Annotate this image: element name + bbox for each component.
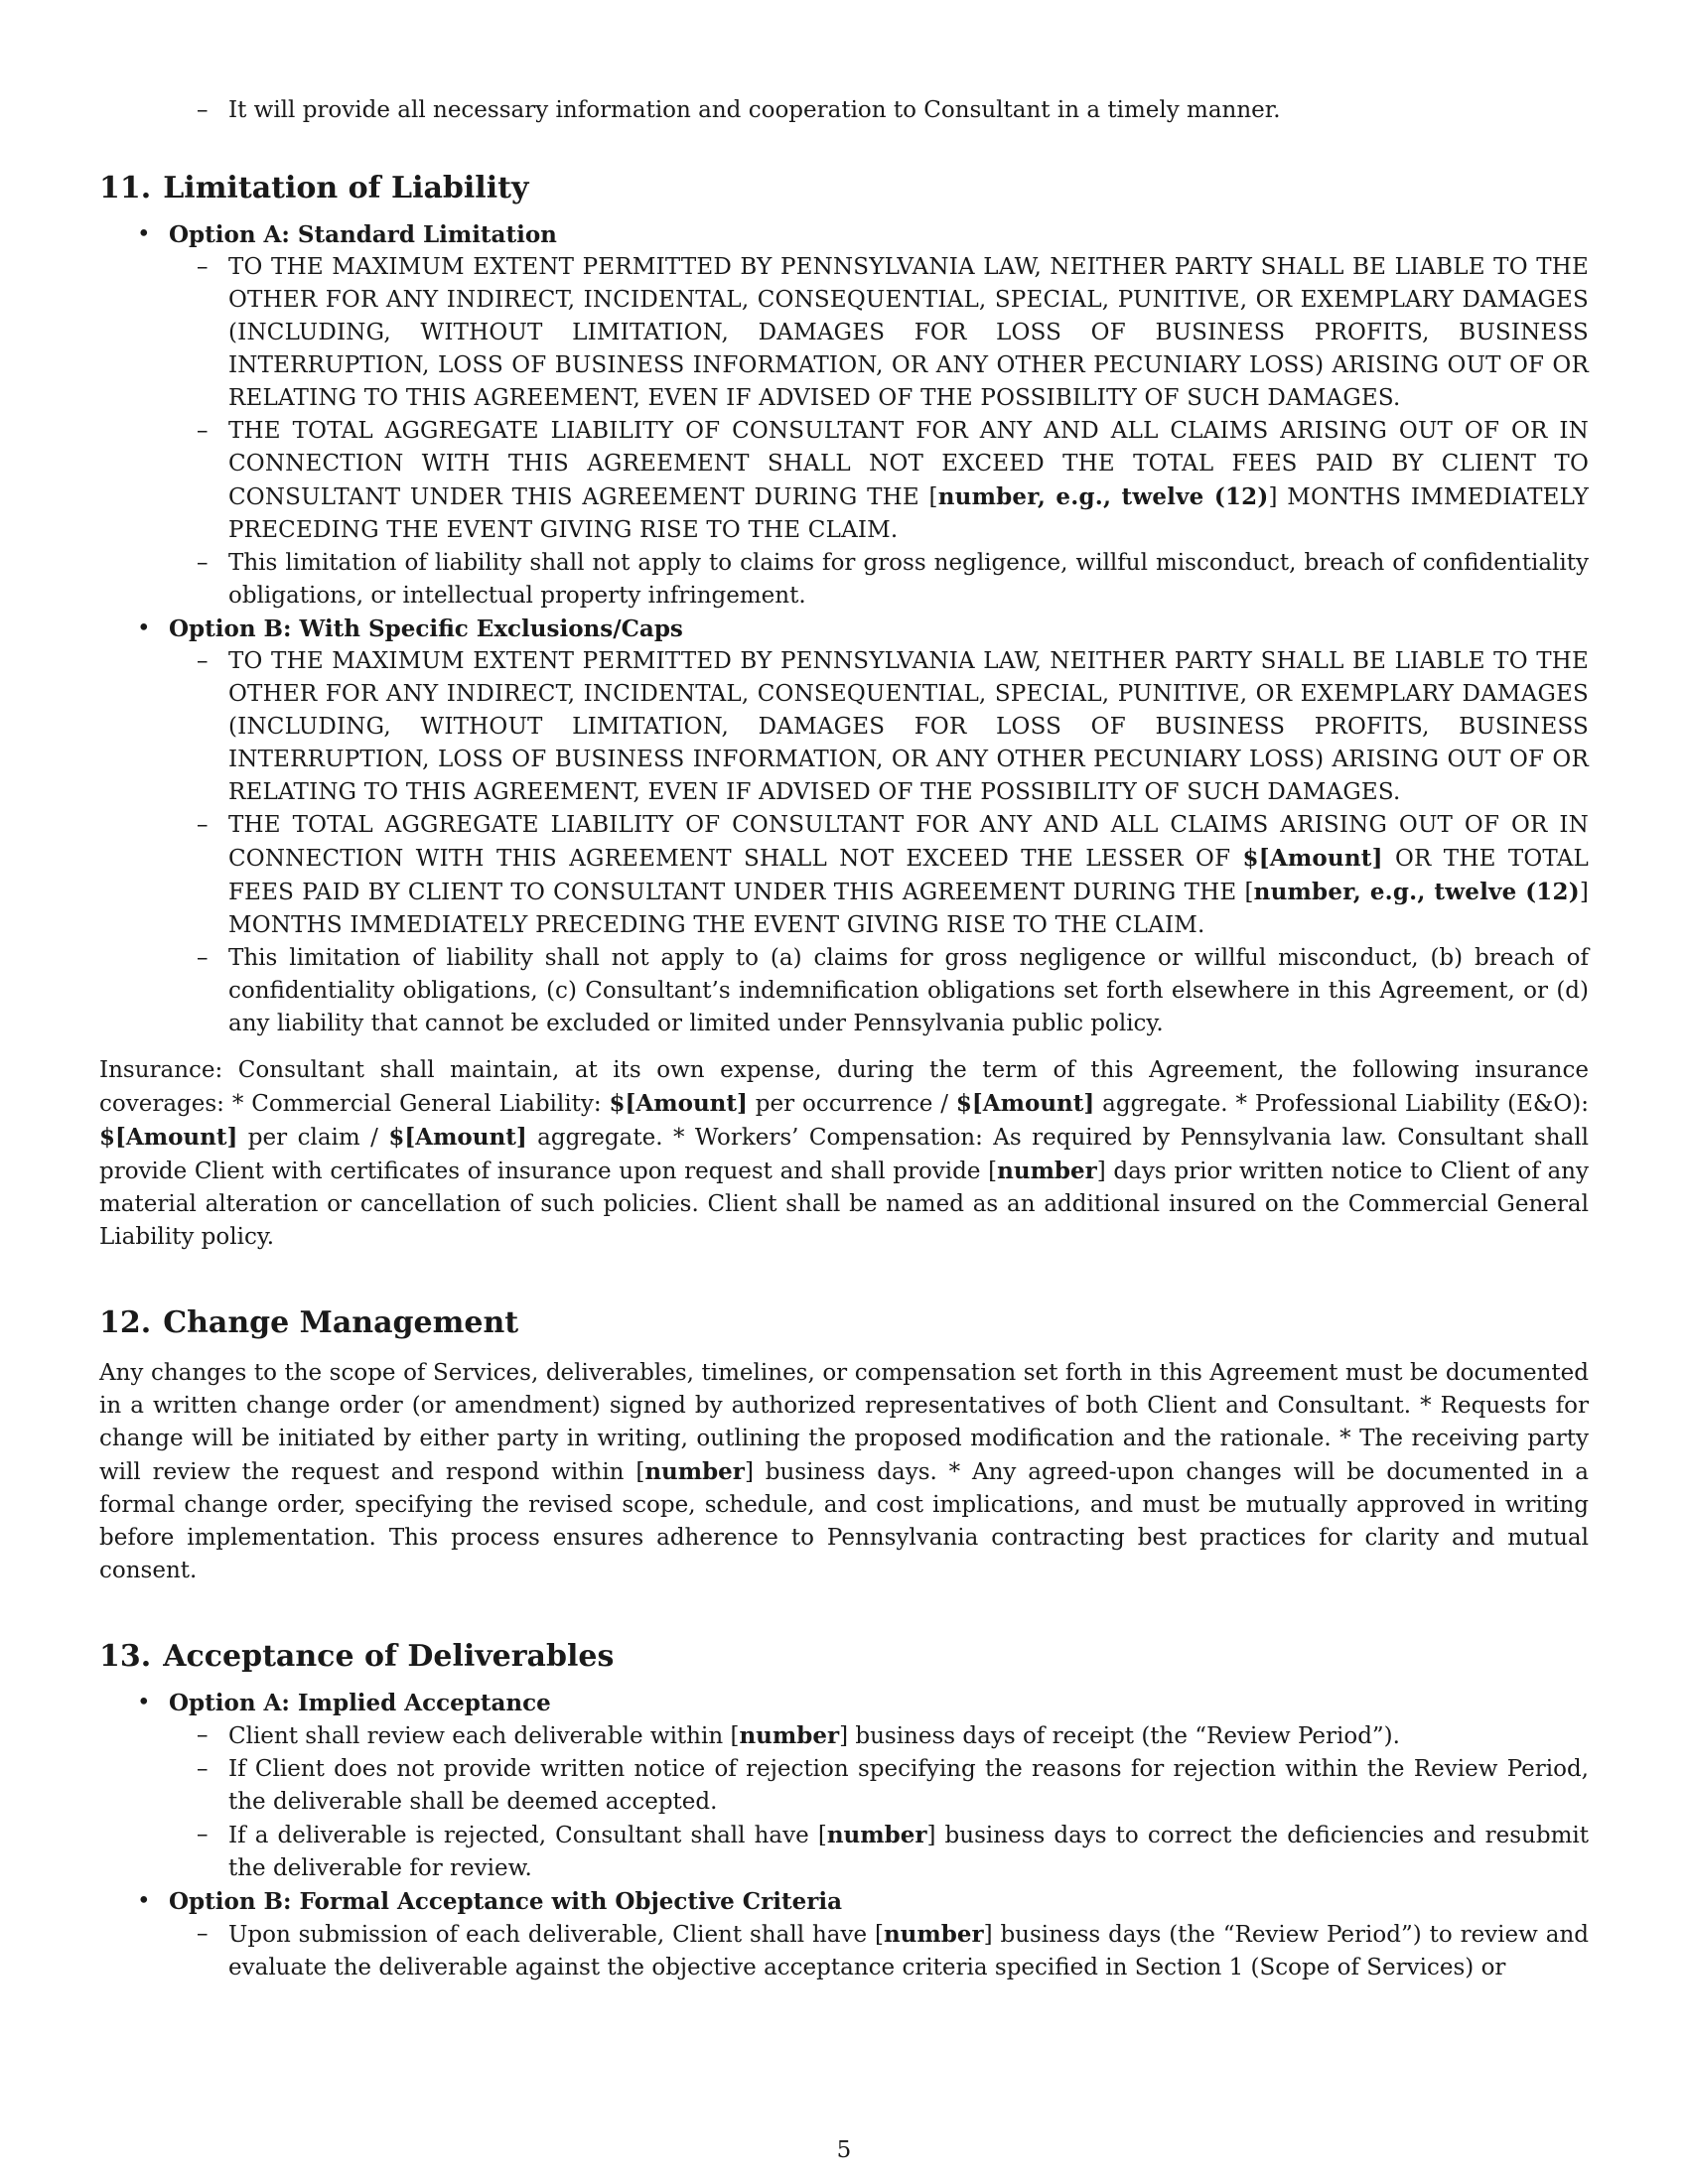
para-text: aggregate. * Workers’ Compensation: As required by Pennsylvania law. Consultant shall provide Client with certificates of insurance upon request and shall provide [: [99, 1125, 1589, 1184]
placeholder-text: $[Amount]: [1242, 845, 1383, 872]
section-title: Acceptance of Deliverables: [163, 1639, 615, 1674]
option-b: [99, 613, 1589, 1040]
item-text: This limitation of liability shall not apply to claims for gross negligence, willful misconduct, breach of confidentiality obligations, or intellectual property infringement.: [228, 550, 1589, 609]
item-text: OR THE TOTAL FEES PAID BY CLIENT TO CONSULTANT UNDER THIS AGREEMENT DURING THE [: [228, 846, 1589, 905]
item-text: ] MONTHS IMMEDIATELY PRECEDING THE EVENT GIVING RISE TO THE CLAIM.: [228, 880, 1589, 938]
list-item: [169, 415, 1589, 547]
placeholder-text: $[Amount]: [388, 1124, 527, 1151]
list-item: [169, 645, 1589, 809]
list-item: [169, 942, 1589, 1040]
change-management-paragraph: [99, 1357, 1589, 1587]
section-title: Change Management: [163, 1305, 519, 1340]
option-items: [169, 251, 1589, 613]
placeholder-text: number: [644, 1458, 745, 1485]
option-a: [99, 1687, 1589, 1885]
option-items: [169, 645, 1589, 1040]
placeholder-text: number: [739, 1722, 840, 1749]
para-text: Insurance: Consultant shall maintain, at its own expense, during the term of this Agreement, the following insurance coverages: * Commercial General Liability:: [99, 1057, 1589, 1117]
options-list: [99, 1687, 1589, 1984]
para-text: per claim /: [237, 1125, 389, 1151]
option-a: [99, 218, 1589, 613]
list-item: [169, 251, 1589, 415]
option-title: • Option B: Formal Acceptance with Objective Criteria: [169, 1888, 842, 1915]
item-text: THE TOTAL AGGREGATE LIABILITY OF CONSULTANT FOR ANY AND ALL CLAIMS ARISING OUT OF OR IN CONNECTION WITH THIS AGREEMENT SHALL NOT EXCEED THE LESSER OF: [228, 812, 1589, 872]
list-item: [169, 1753, 1589, 1819]
para-text: aggregate. * Professional Liability (E&O):: [1094, 1091, 1589, 1117]
item-text: Upon submission of each deliverable, Client shall have [: [228, 1922, 884, 1948]
option-title: • Option B: With Specific Exclusions/Caps: [169, 615, 683, 642]
page-number: 5: [836, 2137, 852, 2163]
placeholder-text: number: [883, 1921, 984, 1948]
placeholder-text: number, e.g., twelve (12): [1253, 879, 1580, 905]
placeholder-text: $[Amount]: [99, 1124, 238, 1151]
item-text: ] business days to correct the deficiencies and resubmit the deliverable for review.: [228, 1823, 1589, 1881]
para-text: ] business days. * Any agreed-upon changes will be documented in a formal change order, specifying the revised scope, schedule, and cost implications, and must be mutually approved in writing before implementation. This process ensures adherence to Pennsylvania contracting best practices for clarity and mutual consent.: [99, 1459, 1589, 1583]
placeholder-text: number, e.g., twelve (12): [937, 483, 1269, 510]
list-item-text: It will provide all necessary information and cooperation to Consultant in a timely manner.: [228, 97, 1281, 123]
item-text: If Client does not provide written notice of rejection specifying the reasons for rejection within the Review Period, the deliverable shall be deemed accepted.: [228, 1756, 1589, 1815]
placeholder-text: $[Amount]: [609, 1090, 748, 1117]
item-text: Client shall review each deliverable within [: [228, 1723, 740, 1749]
para-text: per occurrence /: [747, 1091, 956, 1117]
option-title: • Option A: Implied Acceptance: [169, 1690, 551, 1716]
item-text: TO THE MAXIMUM EXTENT PERMITTED BY PENNSYLVANIA LAW, NEITHER PARTY SHALL BE LIABLE TO THE OTHER FOR ANY INDIRECT, INCIDENTAL, CONSEQUENTIAL, SPECIAL, PUNITIVE, OR EXEMPLARY DAMAGES (INCLUDING, WITHOUT LIMITATION, DAMAGES FOR LOSS OF BUSINESS PROFITS, BUSINESS INTERRUPTION, LOSS OF BUSINESS INFORMATION, OR ANY OTHER PECUNIARY LOSS) ARISING OUT OF OR RELATING TO THIS AGREEMENT, EVEN IF ADVISED OF THE POSSIBILITY OF SUCH DAMAGES.: [228, 648, 1589, 805]
list-item: [169, 809, 1589, 942]
placeholder-text: $[Amount]: [955, 1090, 1095, 1117]
section-heading-12: [99, 1303, 1589, 1343]
item-text: ] business days of receipt (the “Review Period”).: [839, 1723, 1400, 1749]
list-item: [169, 1819, 1589, 1885]
options-list: [99, 218, 1589, 1040]
list-item: [169, 1918, 1589, 1984]
para-text: Any changes to the scope of Services, deliverables, timelines, or compensation set forth in this Agreement must be documented in a written change order (or amendment) signed by authorized representatives of both Client and Consultant. * Requests for change will be initiated by either party in writing, outlining the proposed modification and the rationale. * The receiving party will review the request and respond within [: [99, 1360, 1589, 1485]
placeholder-text: number: [826, 1822, 927, 1848]
item-text: ] MONTHS IMMEDIATELY PRECEDING THE EVENT GIVING RISE TO THE CLAIM.: [228, 484, 1589, 543]
list-item: [169, 1719, 1589, 1753]
list-item: [169, 547, 1589, 613]
insurance-paragraph: [99, 1054, 1589, 1254]
option-items: [169, 1918, 1589, 1984]
section-heading-13: [99, 1637, 1589, 1677]
placeholder-text: number: [997, 1158, 1097, 1184]
item-text: THE TOTAL AGGREGATE LIABILITY OF CONSULTANT FOR ANY AND ALL CLAIMS ARISING OUT OF OR IN CONNECTION WITH THIS AGREEMENT SHALL NOT EXCEED THE TOTAL FEES PAID BY CLIENT TO CONSULTANT UNDER THIS AGREEMENT DURING THE [: [228, 418, 1589, 510]
section-number: 11.: [99, 171, 152, 205]
para-text: ] days prior written notice to Client of any material alteration or cancellation of such policies. Client shall be named as an additional insured on the Commercial General Liability policy.: [99, 1159, 1589, 1250]
option-items: [169, 1719, 1589, 1885]
item-text: This limitation of liability shall not apply to (a) claims for gross negligence or willful misconduct, (b) breach of confidentiality obligations, (c) Consultant’s indemnification obligations set forth elsewhere in this Agreement, or (d) any liability that cannot be excluded or limited under Pennsylvania public policy.: [228, 945, 1589, 1036]
section-heading-11: [99, 169, 1589, 208]
item-text: If a deliverable is rejected, Consultant shall have [: [228, 1823, 827, 1848]
item-text: TO THE MAXIMUM EXTENT PERMITTED BY PENNSYLVANIA LAW, NEITHER PARTY SHALL BE LIABLE TO THE OTHER FOR ANY INDIRECT, INCIDENTAL, CONSEQUENTIAL, SPECIAL, PUNITIVE, OR EXEMPLARY DAMAGES (INCLUDING, WITHOUT LIMITATION, DAMAGES FOR LOSS OF BUSINESS PROFITS, BUSINESS INTERRUPTION, LOSS OF BUSINESS INFORMATION, OR ANY OTHER PECUNIARY LOSS) ARISING OUT OF OR RELATING TO THIS AGREEMENT, EVEN IF ADVISED OF THE POSSIBILITY OF SUCH DAMAGES.: [228, 254, 1589, 411]
section-number: 13.: [99, 1639, 152, 1674]
section-number: 12.: [99, 1305, 152, 1340]
list-item: [99, 94, 1589, 127]
option-b: [99, 1885, 1589, 1984]
item-text: ] business days (the “Review Period”) to review and evaluate the deliverable against the objective acceptance criteria specified in Section 1 (Scope of Services) or: [228, 1922, 1589, 1980]
section-title: Limitation of Liability: [163, 171, 529, 205]
option-title: • Option A: Standard Limitation: [169, 221, 557, 248]
